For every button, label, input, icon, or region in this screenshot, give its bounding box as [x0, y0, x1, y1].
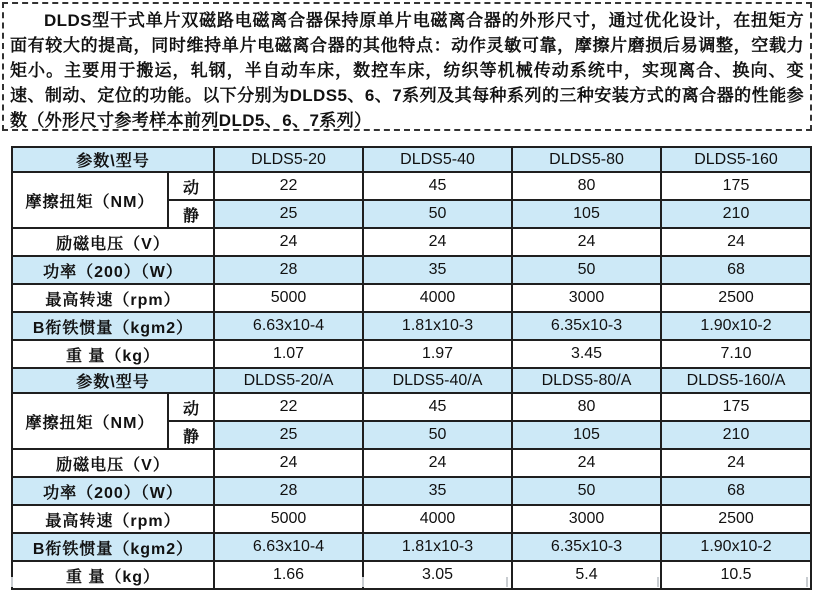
value-cell: 5.4: [512, 561, 661, 589]
model-header-cell: DLDS5-20: [214, 147, 363, 172]
value-cell: 2500: [661, 284, 811, 312]
value-cell: 3000: [512, 284, 661, 312]
value-cell: 175: [661, 172, 811, 200]
value-cell: 1.90x10-2: [661, 533, 811, 561]
value-cell: 6.63x10-4: [214, 533, 363, 561]
row-label-cell: 最高转速（rpm）: [12, 284, 214, 312]
torque-label-cell: 摩擦扭矩（NM）: [12, 172, 168, 228]
torque-label-cell: 摩擦扭矩（NM）: [12, 393, 168, 449]
value-cell: 45: [363, 172, 512, 200]
model-header-cell: DLDS5-160: [661, 147, 811, 172]
row-label-cell: 重 量（kg）: [12, 561, 214, 589]
table-header-row: [12, 147, 811, 172]
row-label-cell: 重 量（kg）: [12, 340, 214, 368]
row-label-cell: 励磁电压（V）: [12, 449, 214, 477]
value-cell: 68: [661, 477, 811, 505]
model-header-cell: DLDS5-80: [512, 147, 661, 172]
max-speed-row: [12, 284, 811, 312]
value-cell: 50: [512, 256, 661, 284]
value-cell: 6.35x10-3: [512, 312, 661, 340]
spec-table-dlds5-a: [11, 367, 812, 590]
value-cell: 24: [512, 449, 661, 477]
table-header-row: [12, 368, 811, 393]
value-cell: 1.81x10-3: [363, 533, 512, 561]
model-header-cell: DLDS5-40/A: [363, 368, 512, 393]
value-cell: 35: [363, 256, 512, 284]
value-cell: 3000: [512, 505, 661, 533]
value-cell: 68: [661, 256, 811, 284]
row-label-cell: 功率（200）（W）: [12, 256, 214, 284]
value-cell: 24: [214, 449, 363, 477]
value-cell: 1.90x10-2: [661, 312, 811, 340]
torque-dynamic-row: [12, 172, 811, 200]
value-cell: 210: [661, 200, 811, 228]
weight-row: [12, 561, 811, 589]
torque-static-label-cell: 静: [168, 421, 214, 449]
value-cell: 25: [214, 200, 363, 228]
weight-row: [12, 340, 811, 368]
value-cell: 22: [214, 172, 363, 200]
max-speed-row: [12, 505, 811, 533]
value-cell: 80: [512, 172, 661, 200]
scan-artifact-line: [506, 577, 508, 587]
row-label-cell: B衔铁惯量（kgm2）: [12, 312, 214, 340]
power-row: [12, 477, 811, 505]
value-cell: 7.10: [661, 340, 811, 368]
torque-dynamic-row: [12, 393, 811, 421]
value-cell: 5000: [214, 505, 363, 533]
value-cell: 1.97: [363, 340, 512, 368]
value-cell: 50: [363, 421, 512, 449]
value-cell: 35: [363, 477, 512, 505]
voltage-row: [12, 449, 811, 477]
spec-table-dlds5: [11, 146, 812, 369]
model-header-cell: DLDS5-160/A: [661, 368, 811, 393]
value-cell: 5000: [214, 284, 363, 312]
armature-inertia-row: [12, 533, 811, 561]
value-cell: 24: [363, 228, 512, 256]
armature-inertia-row: [12, 312, 811, 340]
value-cell: 210: [661, 421, 811, 449]
value-cell: 6.63x10-4: [214, 312, 363, 340]
voltage-row: [12, 228, 811, 256]
scan-artifact-line: [11, 577, 13, 587]
value-cell: 4000: [363, 505, 512, 533]
row-label-cell: 功率（200）（W）: [12, 477, 214, 505]
param-model-header-cell: 参数\型号: [12, 147, 214, 172]
torque-static-label-cell: 静: [168, 200, 214, 228]
value-cell: 1.07: [214, 340, 363, 368]
value-cell: 45: [363, 393, 512, 421]
value-cell: 50: [512, 477, 661, 505]
param-model-header-cell: 参数\型号: [12, 368, 214, 393]
value-cell: 2500: [661, 505, 811, 533]
value-cell: 28: [214, 256, 363, 284]
value-cell: 105: [512, 421, 661, 449]
value-cell: 24: [363, 449, 512, 477]
value-cell: 10.5: [661, 561, 811, 589]
value-cell: 1.81x10-3: [363, 312, 512, 340]
scan-artifact-line: [806, 577, 808, 587]
torque-dynamic-label-cell: 动: [168, 172, 214, 200]
power-row: [12, 256, 811, 284]
value-cell: 175: [661, 393, 811, 421]
row-label-cell: 励磁电压（V）: [12, 228, 214, 256]
model-header-cell: DLDS5-20/A: [214, 368, 363, 393]
value-cell: 28: [214, 477, 363, 505]
intro-paragraph: DLDS型干式单片双磁路电磁离合器保持原单片电磁离合器的外形尺寸，通过优化设计，在扭矩方面有较大的提高，同时维持单片电磁离合器的其他特点：动作灵敏可靠，摩擦片磨损后易调整，空载力矩小。主要用于搬运，轧钢，半自动车床，数控车床，纺织等机械传动系统中，实现离合、换向、变速、制动、定位的功能。以下分别为DLDS5、6、7系列及其每种系列的三种安装方式的离合器的性能参数（外形尺寸参考样本前列DLD5、6、7系列）: [10, 11, 804, 130]
value-cell: 3.05: [363, 561, 512, 589]
value-cell: 24: [214, 228, 363, 256]
value-cell: 25: [214, 421, 363, 449]
model-header-cell: DLDS5-40: [363, 147, 512, 172]
value-cell: 80: [512, 393, 661, 421]
value-cell: 24: [661, 449, 811, 477]
value-cell: 1.66: [214, 561, 363, 589]
value-cell: 24: [661, 228, 811, 256]
value-cell: 50: [363, 200, 512, 228]
value-cell: 4000: [363, 284, 512, 312]
value-cell: 3.45: [512, 340, 661, 368]
value-cell: 24: [512, 228, 661, 256]
scan-artifact-line: [657, 577, 659, 587]
torque-dynamic-label-cell: 动: [168, 393, 214, 421]
value-cell: 22: [214, 393, 363, 421]
intro-paragraph-box: [2, 2, 812, 131]
row-label-cell: B衔铁惯量（kgm2）: [12, 533, 214, 561]
value-cell: 6.35x10-3: [512, 533, 661, 561]
row-label-cell: 最高转速（rpm）: [12, 505, 214, 533]
model-header-cell: DLDS5-80/A: [512, 368, 661, 393]
value-cell: 105: [512, 200, 661, 228]
scan-artifact-line: [362, 577, 364, 587]
